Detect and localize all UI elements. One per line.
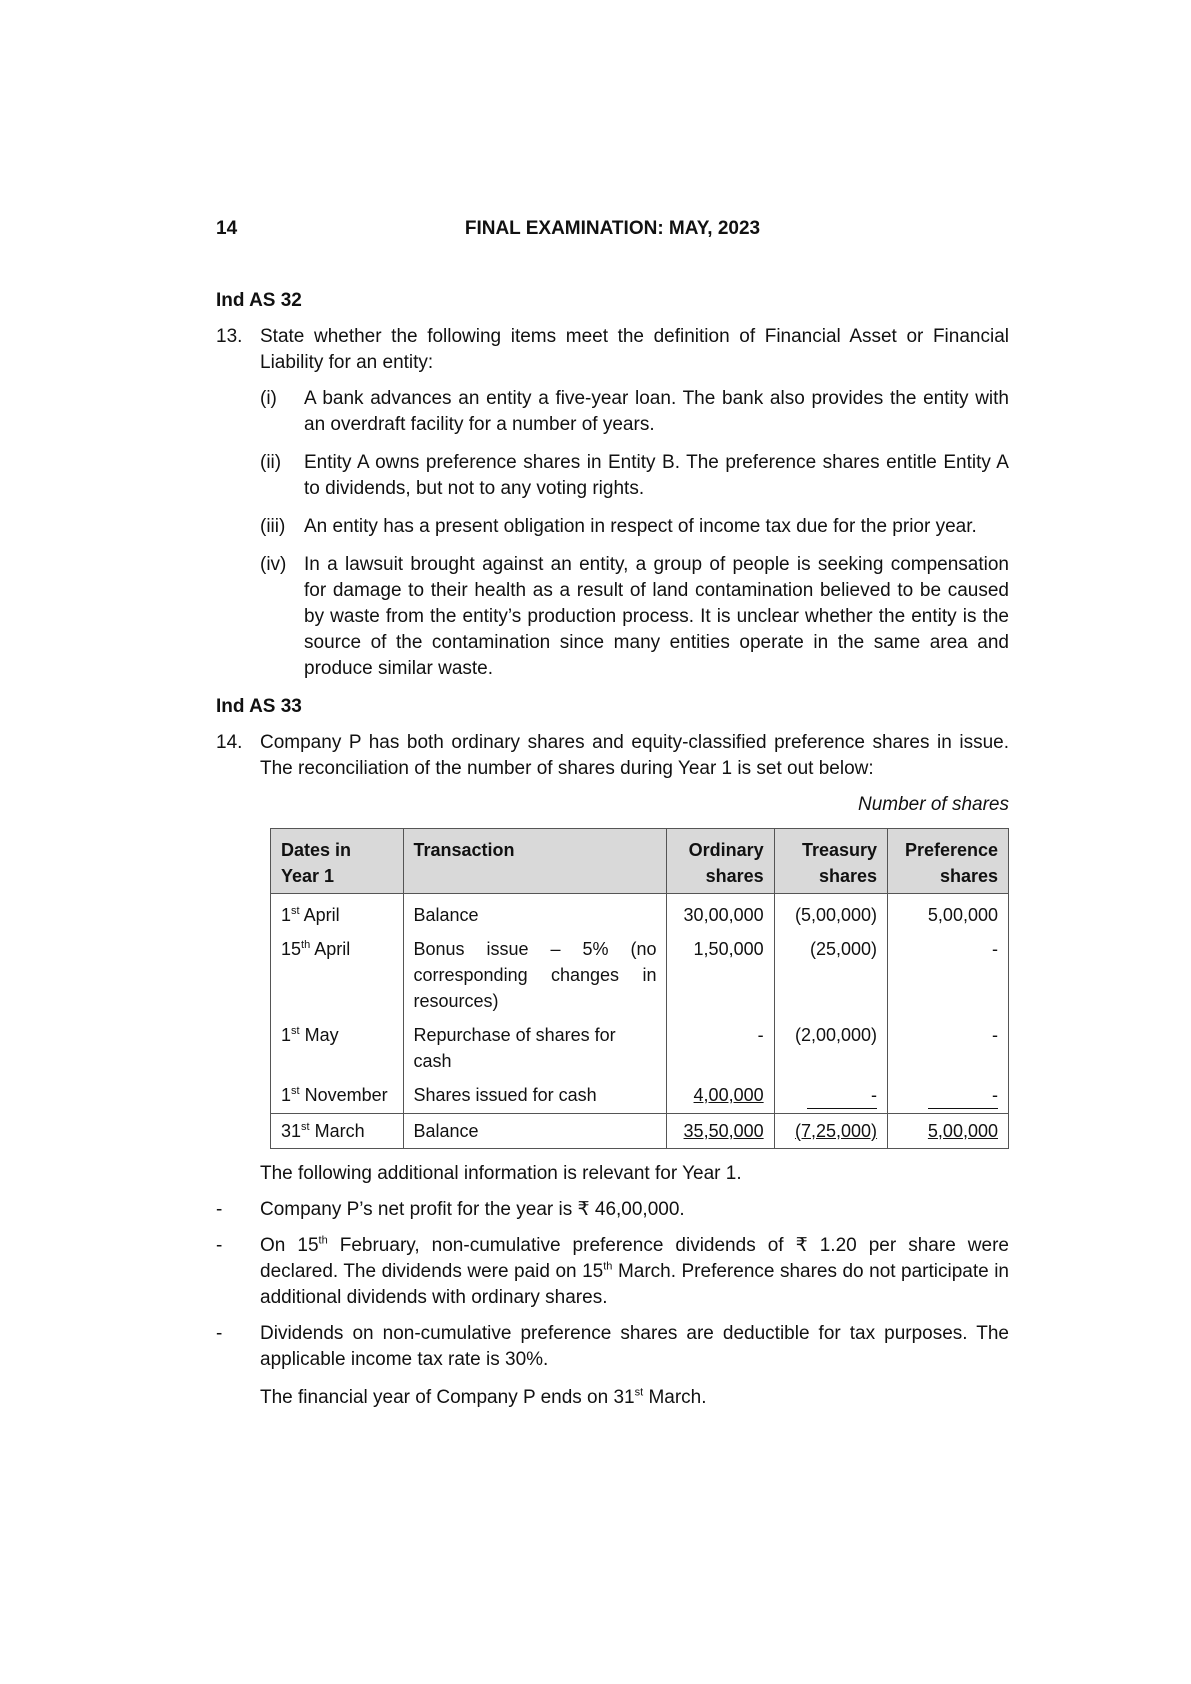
list-item (260, 514, 1009, 540)
list-item (260, 450, 1009, 502)
list-item (260, 386, 1009, 438)
treasury-cell: (25,000) (774, 932, 887, 1018)
section-title-ind-as-32: Ind AS 32 (216, 290, 302, 311)
preference-cell: - (888, 1078, 1009, 1114)
transaction-cell: Shares issued for cash (403, 1078, 667, 1114)
treasury-cell: (5,00,000) (774, 894, 887, 933)
item-label: (iii) (260, 516, 286, 537)
page-title: FINAL EXAMINATION: MAY, 2023 (464, 218, 761, 239)
question-13-items (216, 386, 1009, 682)
preference-cell: 5,00,000 (888, 894, 1009, 933)
item-text: Entity A owns preference shares in Entity B. The preference shares entitle Entity A to dividends, but not to any voting rights. (304, 452, 1009, 499)
bullet-dash: - (216, 1323, 223, 1344)
ordinary-cell: 1,50,000 (667, 932, 774, 1018)
item-text: A bank advances an entity a five-year loan. The bank also provides the entity with an overdraft facility for a number of years. (304, 388, 1009, 435)
item-label: (ii) (260, 452, 282, 473)
preference-cell: 5,00,000 (888, 1114, 1009, 1149)
additional-info (216, 1161, 1009, 1411)
table-row-total (271, 1114, 1009, 1149)
item-text: An entity has a present obligation in respect of income tax due for the prior year. (304, 516, 977, 537)
bullet-text: Dividends on non-cumulative preference shares are deductible for tax purposes. The applicable income tax rate is 30%. (260, 1323, 1009, 1370)
list-item (260, 552, 1009, 682)
page-header (216, 218, 1009, 242)
list-item (216, 1233, 1009, 1311)
col-header-transaction: Transaction (403, 829, 667, 894)
shares-reconciliation-table (270, 828, 1009, 1149)
transaction-cell: Repurchase of shares for cash (403, 1018, 667, 1078)
ordinary-cell: 30,00,000 (667, 894, 774, 933)
date-cell: 31st March (271, 1114, 404, 1149)
closing-note: The financial year of Company P ends on 31st March. (260, 1386, 707, 1408)
question-text: Company P has both ordinary shares and equity-classified preference shares in issue. The reconciliation of the number of shares during Year 1 is set out below: (260, 732, 1009, 779)
bullet-text: On 15th February, non-cumulative preference dividends of ₹ 1.20 per share were declared. The dividends were paid on 15th March. Preference shares do not participate in additional dividends with ordinary shares. (260, 1234, 1010, 1308)
page-content (216, 288, 1009, 1411)
table-row (271, 894, 1009, 933)
transaction-cell: Bonus issue – 5% (no corresponding changes in resources) (403, 932, 667, 1018)
table-row (271, 1078, 1009, 1114)
treasury-cell: - (774, 1078, 887, 1114)
question-14 (216, 730, 1009, 782)
col-header-ordinary: Ordinary shares (667, 829, 774, 894)
preference-cell: - (888, 932, 1009, 1018)
table-row (271, 932, 1009, 1018)
question-number: 14. (216, 732, 243, 753)
treasury-cell: (2,00,000) (774, 1018, 887, 1078)
ordinary-cell: 4,00,000 (667, 1078, 774, 1114)
ordinary-cell: 35,50,000 (667, 1114, 774, 1149)
date-cell: 1st May (271, 1018, 404, 1078)
date-cell: 1st November (271, 1078, 404, 1114)
treasury-cell: (7,25,000) (774, 1114, 887, 1149)
info-intro: The following additional information is relevant for Year 1. (260, 1163, 742, 1184)
item-label: (iv) (260, 554, 287, 575)
col-header-preference: Preference shares (888, 829, 1009, 894)
question-number: 13. (216, 326, 243, 347)
page-number: 14 (216, 218, 238, 239)
bullet-dash: - (216, 1199, 223, 1220)
table-header-row (271, 829, 1009, 894)
col-header-dates: Dates in Year 1 (271, 829, 404, 894)
item-label: (i) (260, 388, 277, 409)
list-item (216, 1321, 1009, 1373)
transaction-cell: Balance (403, 894, 667, 933)
question-text: State whether the following items meet the definition of Financial Asset or Financial Liability for an entity: (260, 326, 1009, 373)
question-13 (216, 324, 1009, 376)
date-cell: 15th April (271, 932, 404, 1018)
bullet-text: Company P’s net profit for the year is ₹ 46,00,000. (260, 1199, 685, 1220)
table-row (271, 1018, 1009, 1078)
date-cell: 1st April (271, 894, 404, 933)
ordinary-cell: - (667, 1018, 774, 1078)
preference-cell: - (888, 1018, 1009, 1078)
table-caption: Number of shares (857, 794, 1009, 815)
item-text: In a lawsuit brought against an entity, a group of people is seeking compensation for damage to their health as a result of land contamination believed to be caused by waste from the entity’s production process. It is unclear whether the entity is the source of the contamination since many entities operate in the same area and produce similar waste. (304, 554, 1009, 679)
bullet-dash: - (216, 1235, 223, 1256)
transaction-cell: Balance (403, 1114, 667, 1149)
section-title-ind-as-33: Ind AS 33 (216, 696, 302, 717)
col-header-treasury: Treasury shares (774, 829, 887, 894)
list-item (216, 1197, 1009, 1223)
